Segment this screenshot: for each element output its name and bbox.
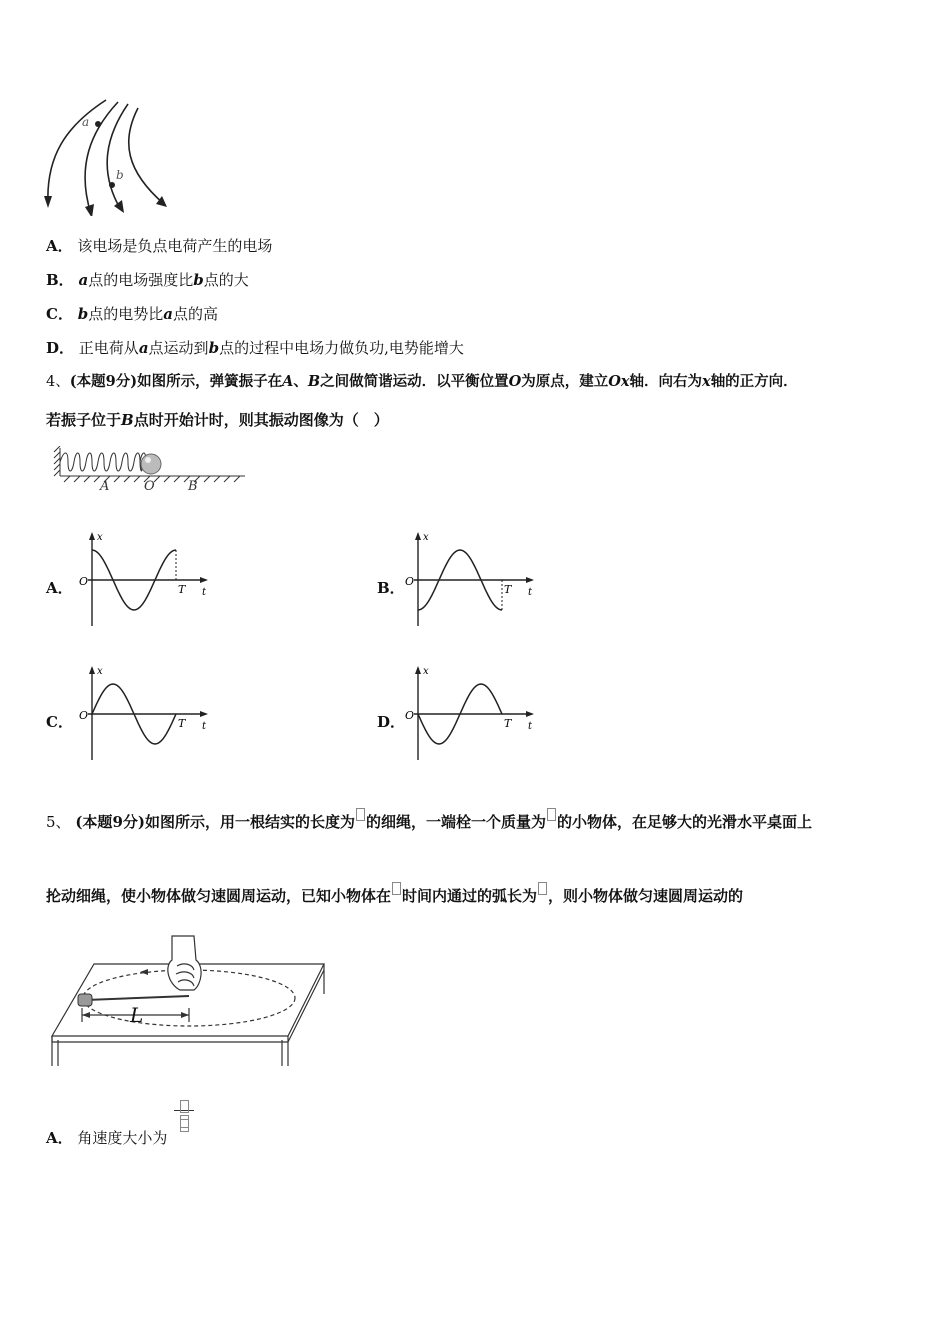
point-a-dot [95, 121, 101, 127]
math-placeholder [547, 808, 556, 821]
origin-label: O [79, 575, 89, 588]
q4-option-a-graph[interactable] [76, 530, 216, 630]
q4-option-c-key[interactable]: C． [46, 713, 73, 731]
spring-label-o: O [144, 479, 155, 494]
origin-label: O [405, 575, 415, 588]
x-axis-arrow [89, 666, 95, 674]
point-b-dot [109, 182, 115, 188]
hand [168, 936, 201, 990]
t-axis-arrow [200, 577, 208, 583]
x-axis-arrow [89, 532, 95, 540]
t-axis-label: t [528, 587, 533, 598]
period-label: T [178, 583, 186, 596]
t-axis-arrow [526, 711, 534, 717]
small-object [78, 994, 92, 1006]
q3-option-a[interactable]: A． 该电场是负点电荷产生的电场 [46, 237, 273, 255]
point-a-label: a [82, 115, 90, 129]
x-axis-label: x [423, 532, 429, 543]
q4-option-c-graph[interactable] [76, 664, 216, 764]
q5-stem-line-2: 抡动细绳，使小物体做匀速圆周运动，已知小物体在 时间内通过的弧长为 ，则小物体做匀速圆周运动的 [46, 882, 743, 906]
electric-field-figure [36, 96, 176, 216]
period-label: T [504, 583, 512, 596]
math-placeholder [538, 882, 547, 895]
q4-option-d-key[interactable]: D． [377, 713, 406, 731]
q3-option-d[interactable]: D． 正电荷从a点运动到b点的过程中电场力做负功,电势能增大 [46, 339, 464, 357]
t-axis-arrow [200, 711, 208, 717]
field-line-3 [107, 104, 128, 210]
length-label: L [130, 1003, 144, 1027]
x-axis-label: x [97, 532, 103, 543]
origin-label: O [79, 709, 89, 722]
point-b-label: b [116, 168, 124, 182]
period-label: T [178, 717, 186, 730]
math-placeholder [392, 882, 401, 895]
q4-option-b-graph[interactable] [402, 530, 542, 630]
field-line-2 [85, 102, 118, 214]
field-line-1 [48, 100, 106, 204]
math-placeholder [356, 808, 365, 821]
q3-option-c[interactable]: C． b点的电势比a点的高 [46, 305, 218, 323]
q5-option-a[interactable]: A． 角速度大小为 [46, 1129, 168, 1147]
angular-velocity-fraction [174, 1098, 194, 1123]
x-axis-label: x [97, 666, 103, 677]
rotating-rope-figure [44, 930, 334, 1070]
spring-label-a: A [100, 479, 110, 494]
spring-oscillator-figure [50, 446, 250, 494]
arrow-head-3 [114, 200, 124, 213]
t-axis-label: t [528, 721, 533, 732]
q4-stem-line-2: 若振子位于B点时开始计时，则其振动图像为（ ） [46, 411, 389, 429]
field-line-4 [129, 108, 164, 204]
q3-option-b[interactable]: B． a点的电场强度比b点的大 [46, 271, 249, 289]
x-axis-label: x [423, 666, 429, 677]
origin-label: O [405, 709, 415, 722]
t-axis-label: t [202, 587, 207, 598]
t-axis-arrow [526, 577, 534, 583]
q4-stem-line-1: 4、(本题9分)如图所示，弹簧振子在A、B之间做简谐运动．以平衡位置O为原点，建立Ox轴．向右为x轴的正方向． [46, 373, 798, 390]
arrow-head-2 [85, 204, 94, 216]
x-axis-arrow [415, 532, 421, 540]
q4-option-a-key[interactable]: A． [46, 579, 73, 597]
oscillator-ball [141, 454, 161, 474]
q4-option-d-graph[interactable] [402, 664, 542, 764]
period-label: T [504, 717, 512, 730]
q5-stem-line-1: 5、 (本题9分)如图所示，用一根结实的长度为 的细绳，一端栓一个质量为 的小物体，在足够大的光滑水平桌面上 [46, 808, 812, 832]
q4-option-b-key[interactable]: B． [377, 579, 405, 597]
t-axis-label: t [202, 721, 207, 732]
x-axis-arrow [415, 666, 421, 674]
wall-hatch [54, 446, 60, 476]
spring-label-b: B [188, 479, 198, 494]
spring-coil [60, 453, 152, 471]
arrow-head-1 [44, 196, 52, 208]
